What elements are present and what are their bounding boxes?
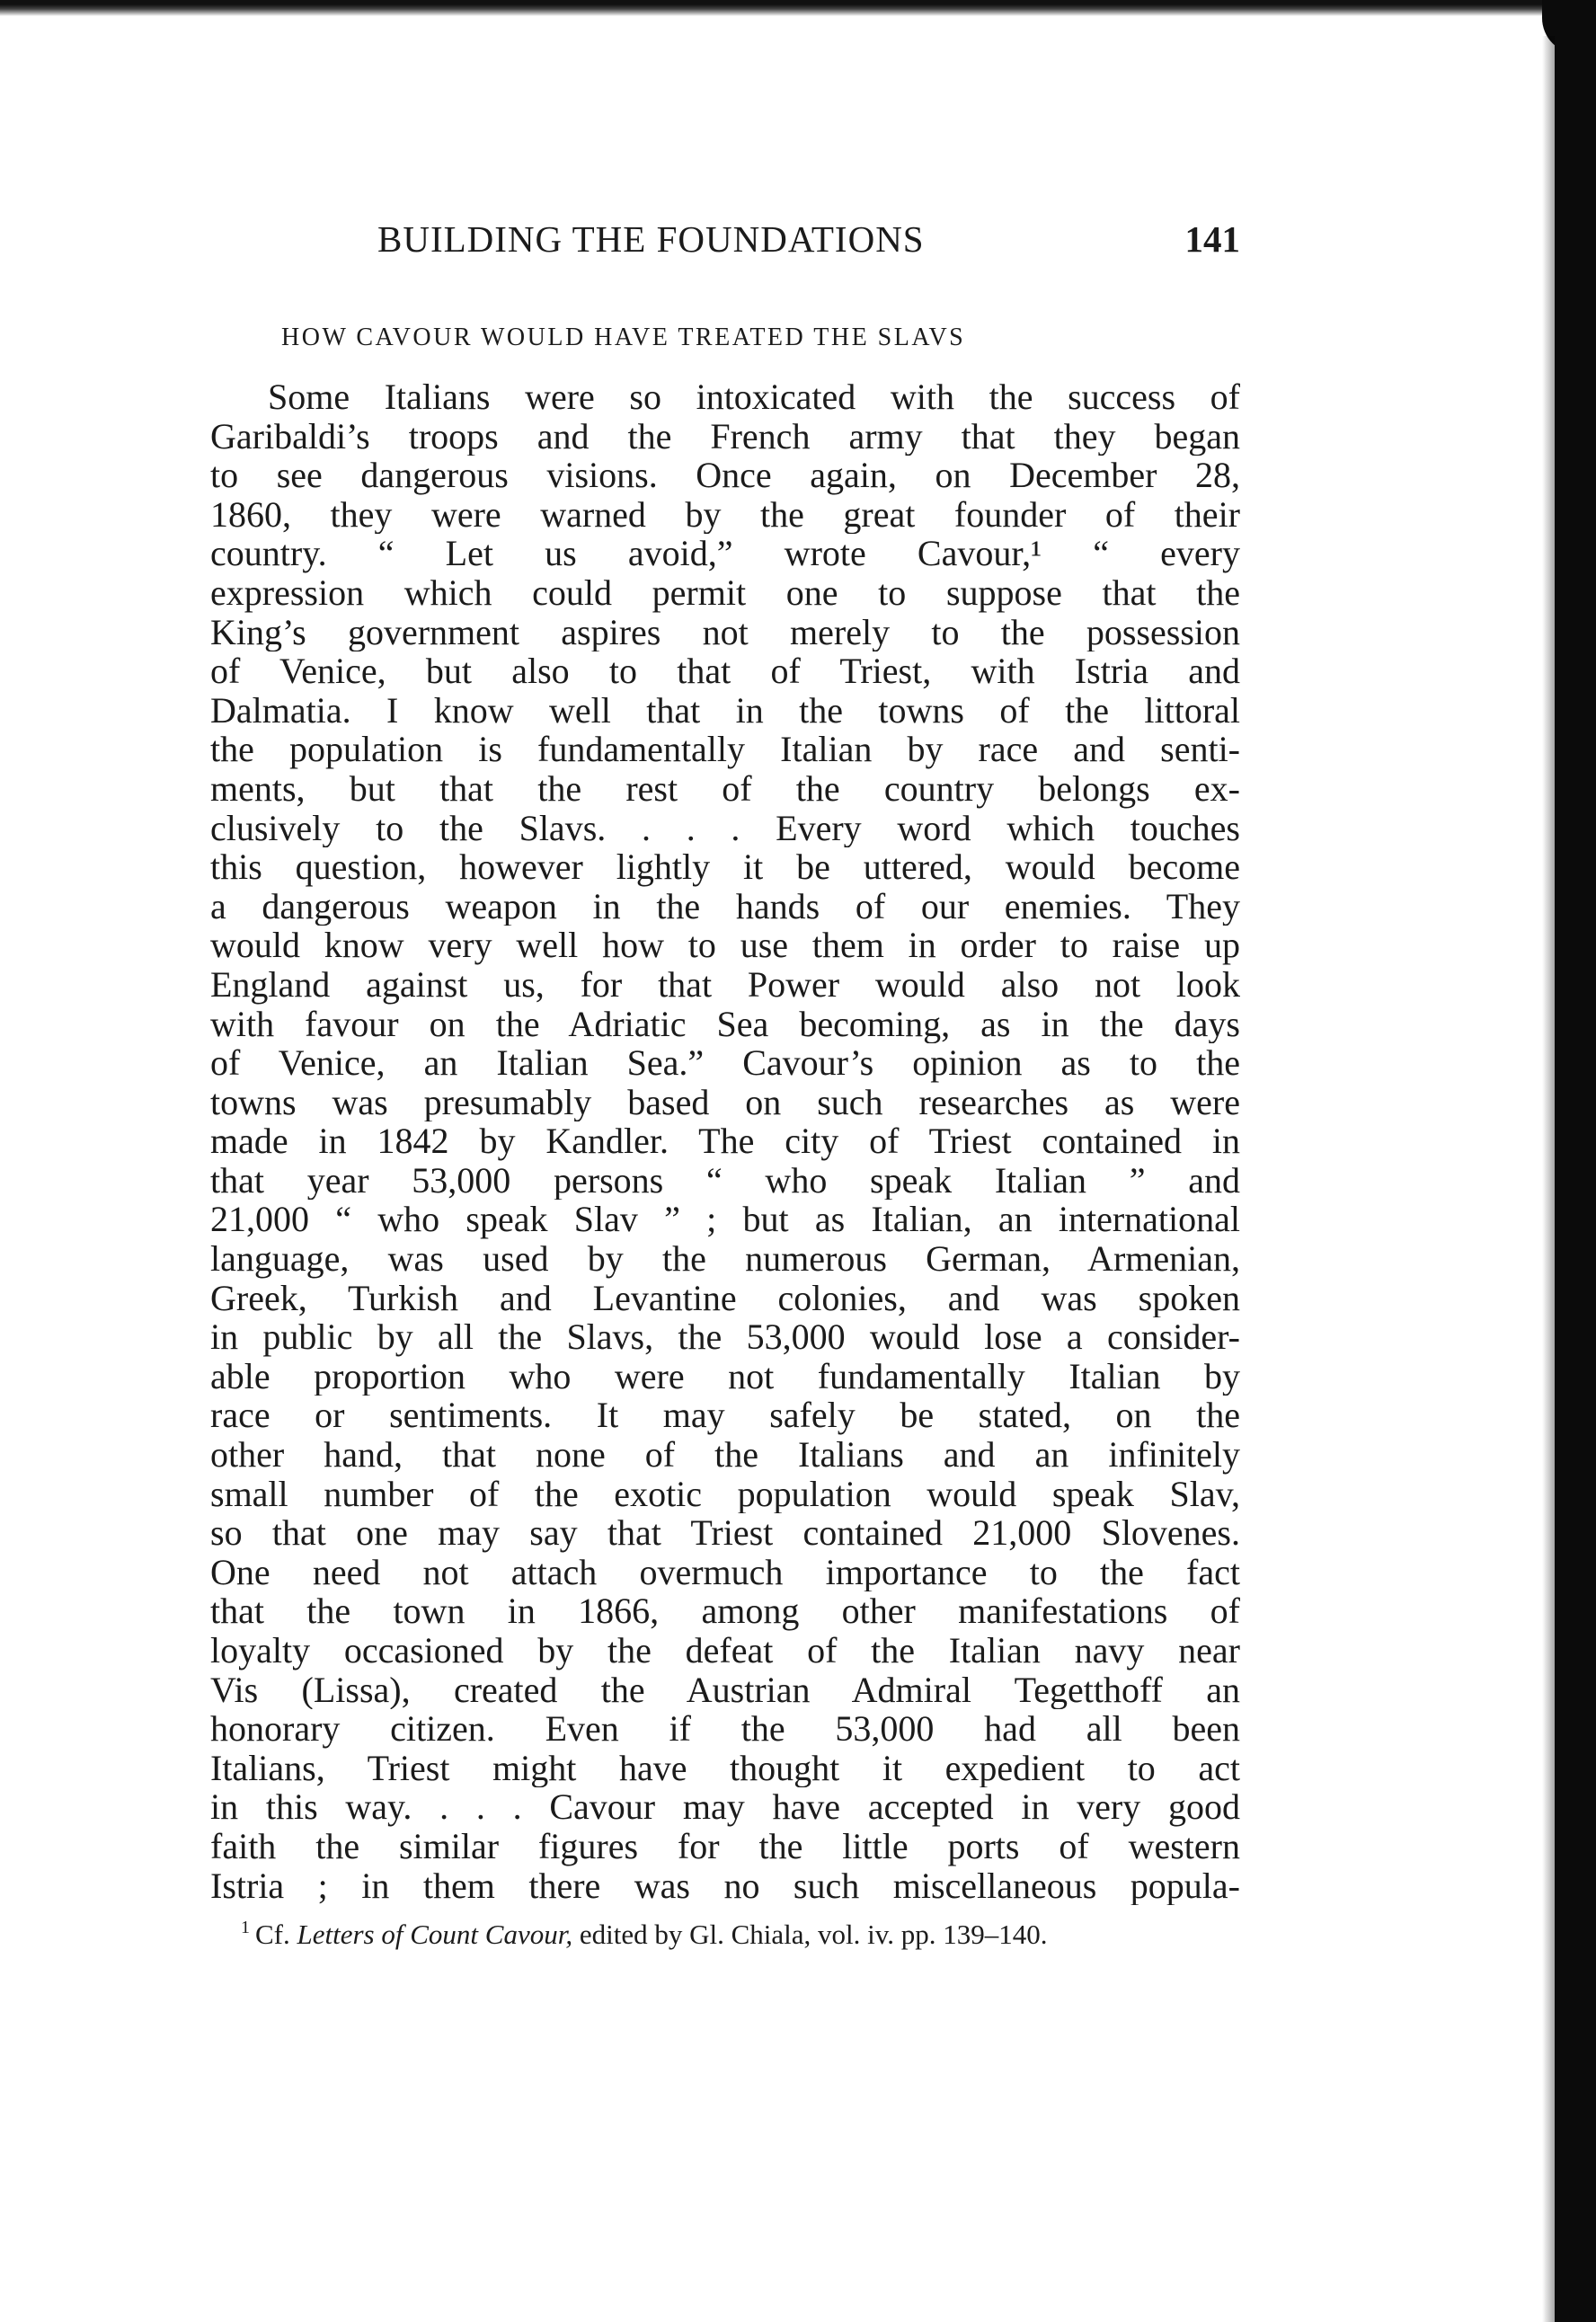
text-line: in public by all the Slavs, the 53,000 would lose a consider- (210, 1317, 1240, 1357)
text-line: so that one may say that Triest contained 21,000 Slovenes. (210, 1513, 1240, 1553)
text-line: Some Italians were so intoxicated with the success of (268, 377, 1240, 417)
text-line: that the town in 1866, among other manifestations of (210, 1591, 1240, 1631)
text-line: country. “ Let us avoid,” wrote Cavour,¹ “ every (210, 534, 1240, 573)
scan-right-edge (1555, 36, 1596, 2322)
text-line: honorary citizen. Even if the 53,000 had all been (210, 1709, 1240, 1749)
text-line: this question, however lightly it be uttered, would become (210, 847, 1240, 887)
text-line: 21,000 “ who speak Slav ” ; but as Italian, an international (210, 1200, 1240, 1240)
running-head-title: BUILDING THE FOUNDATIONS (377, 218, 925, 260)
text-line: One need not attach overmuch importance to the fact (210, 1552, 1240, 1592)
footnote-details: edited by Gl. Chiala, vol. iv. pp. 139–140. (579, 1919, 1048, 1950)
text-line: a dangerous weapon in the hands of our enemies. They (210, 886, 1240, 926)
text-line: the population is fundamentally Italian by race and senti- (210, 730, 1240, 769)
text-line: language, was used by the numerous German, Armenian, (210, 1239, 1240, 1279)
text-line: that year 53,000 persons “ who speak Italian ” and (210, 1160, 1240, 1201)
text-line: with favour on the Adriatic Sea becoming, as in the days (210, 1004, 1240, 1044)
text-line: small number of the exotic population would speak Slav, (210, 1474, 1240, 1514)
text-line: clusively to the Slavs. . . . Every word which touches (210, 808, 1240, 848)
text-line: towns was presumably based on such researches as were (210, 1082, 1240, 1122)
text-line: of Venice, but also to that of Triest, with Istria and (210, 651, 1240, 691)
text-line: Dalmatia. I know well that in the towns of the littoral (210, 690, 1240, 731)
text-line: would know very well how to use them in order to raise up (210, 926, 1240, 965)
text-line: Vis (Lissa), created the Austrian Admiral Tegetthoff an (210, 1670, 1240, 1710)
text-line: Italians, Triest might have thought it expedient to act (210, 1748, 1240, 1788)
text-line: able proportion who were not fundamentally Italian by (210, 1356, 1240, 1396)
footnote (241, 1918, 1240, 1951)
body-paragraph (210, 377, 1240, 1905)
text-line: other hand, that none of the Italians and an infinitely (210, 1435, 1240, 1475)
text-line: ments, but that the rest of the country belongs ex- (210, 768, 1240, 809)
text-line: Garibaldi’s troops and the French army that they began (210, 416, 1240, 456)
text-line: made in 1842 by Kandler. The city of Triest contained in (210, 1121, 1240, 1161)
section-heading: HOW CAVOUR WOULD HAVE TREATED THE SLAVS (281, 323, 966, 351)
text-line: to see dangerous visions. Once again, on December 28, (210, 456, 1240, 495)
text-line: Greek, Turkish and Levantine colonies, and was spoken (210, 1278, 1240, 1318)
text-line: in this way. . . . Cavour may have accepted in very good (210, 1787, 1240, 1827)
text-line: King’s government aspires not merely to the possession (210, 612, 1240, 652)
footnote-mark: 1 (241, 1918, 250, 1937)
footnote-prefix: Cf. (255, 1919, 290, 1950)
text-line: England against us, for that Power would also not look (210, 964, 1240, 1005)
text-line: 1860, they were warned by the great founder of their (210, 494, 1240, 535)
page-number: 141 (1184, 218, 1240, 260)
running-head (377, 217, 1240, 271)
footnote-work-title: Letters of Count Cavour, (297, 1919, 573, 1950)
text-line: loyalty occasioned by the defeat of the Italian navy near (210, 1631, 1240, 1671)
text-line: expression which could permit one to suppose that the (210, 572, 1240, 613)
text-line: of Venice, an Italian Sea.” Cavour’s opinion as to the (210, 1043, 1240, 1083)
text-line: faith the similar figures for the little ports of western (210, 1826, 1240, 1866)
text-line: race or sentiments. It may safely be stated, on the (210, 1396, 1240, 1436)
scan-right-edge-fade (1542, 36, 1555, 2322)
scan-top-edge (0, 0, 1546, 16)
text-line: Istria ; in them there was no such miscellaneous popula- (210, 1866, 1240, 1906)
